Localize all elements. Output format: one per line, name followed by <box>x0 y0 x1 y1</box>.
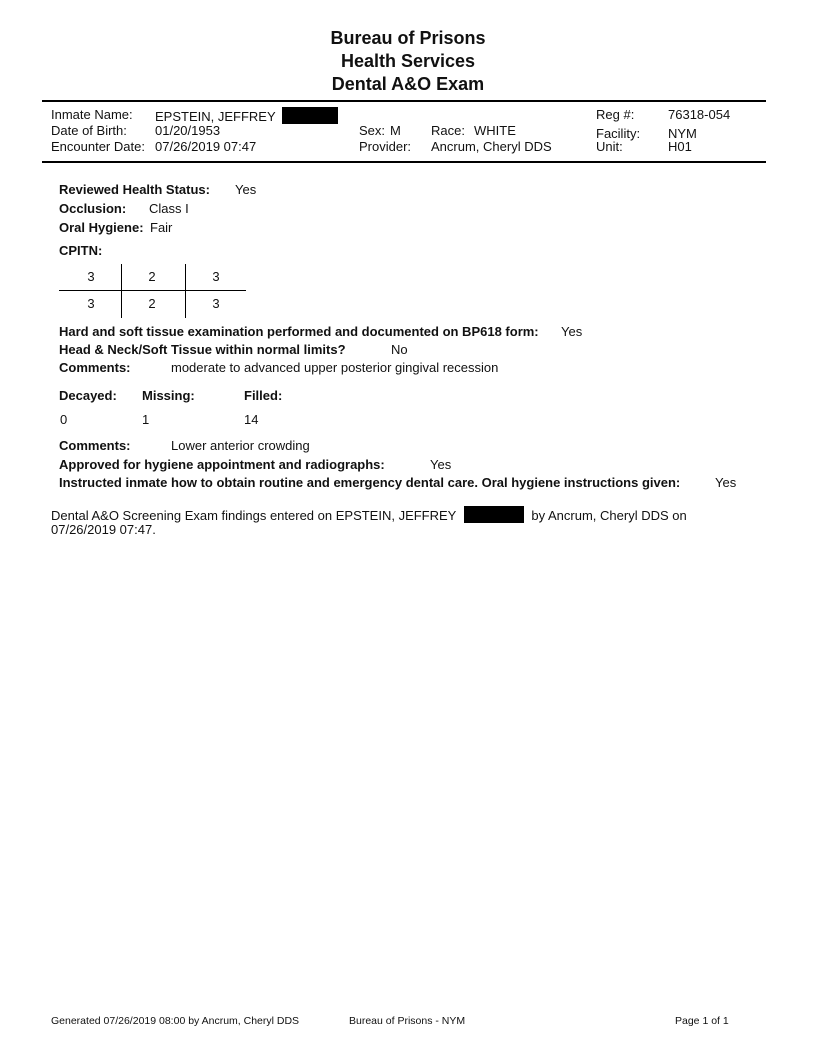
redaction-box <box>464 506 524 523</box>
comments-value: moderate to advanced upper posterior gingival recession <box>171 360 499 375</box>
provider-value: Ancrum, Cheryl DDS <box>431 139 552 154</box>
encounter-label: Encounter Date: <box>51 139 145 154</box>
footer-page-number: Page 1 of 1 <box>675 1015 729 1027</box>
dob-label: Date of Birth: <box>51 123 127 138</box>
comments-value: Lower anterior crowding <box>171 438 310 453</box>
instructed-value: Yes <box>715 475 737 490</box>
summary-text: Dental A&O Screening Exam findings entered on EPSTEIN, JEFFREY <box>51 508 457 523</box>
header-form-title: Dental A&O Exam <box>331 74 485 94</box>
sex-label: Sex: <box>359 123 386 138</box>
summary-date: 07/26/2019 07:47. <box>51 522 156 537</box>
head-neck-label: Head & Neck/Soft Tissue within normal limits? <box>59 342 346 357</box>
facility-label: Facility: <box>596 126 641 141</box>
occlusion-value: Class I <box>149 201 189 216</box>
cpitn-lower-left: 3 <box>212 296 220 311</box>
oral-hygiene-value: Fair <box>150 220 173 235</box>
reviewed-value: Yes <box>235 182 257 197</box>
redaction-box <box>282 107 338 124</box>
filled-label: Filled: <box>244 388 283 403</box>
summary-line <box>51 506 687 523</box>
dob-value: 01/20/1953 <box>155 123 221 138</box>
header-top-rule <box>42 100 766 102</box>
cpitn-upper-left: 3 <box>212 269 220 284</box>
approved-label: Approved for hygiene appointment and radiographs: <box>59 457 385 472</box>
encounter-value: 07/26/2019 07:47 <box>155 139 257 154</box>
header-bottom-rule <box>42 161 766 163</box>
race-value: WHITE <box>474 123 516 138</box>
reviewed-label: Reviewed Health Status: <box>59 182 210 197</box>
inmate-name-value <box>155 107 338 124</box>
inmate-name: EPSTEIN, JEFFREY <box>155 109 276 124</box>
cpitn-divider-left <box>121 264 122 318</box>
inmate-name-label: Inmate Name: <box>51 107 133 122</box>
footer-generated: Generated 07/26/2019 08:00 by Ancrum, Cheryl DDS <box>51 1015 300 1027</box>
filled-value: 14 <box>244 412 259 427</box>
reg-label: Reg #: <box>596 107 635 122</box>
header-title: Bureau of Prisons <box>330 28 486 48</box>
cpitn-divider-horizontal <box>59 290 246 291</box>
oral-hygiene-label: Oral Hygiene: <box>59 220 144 235</box>
tissue-exam-label: Hard and soft tissue examination performed and documented on BP618 form: <box>59 324 539 339</box>
header-subtitle: Health Services <box>340 51 476 71</box>
cpitn-upper-anterior: 2 <box>148 269 156 284</box>
reg-value: 76318-054 <box>668 107 731 122</box>
cpitn-upper-right: 3 <box>87 269 95 284</box>
comments-label: Comments: <box>59 360 131 375</box>
head-neck-value: No <box>391 342 408 357</box>
instructed-label: Instructed inmate how to obtain routine and emergency dental care. Oral hygiene instructions given: <box>59 475 681 490</box>
facility-value: NYM <box>668 126 697 141</box>
unit-value: H01 <box>668 139 692 154</box>
tissue-exam-value: Yes <box>561 324 583 339</box>
missing-label: Missing: <box>142 388 195 403</box>
comments-label: Comments: <box>59 438 131 453</box>
provider-label: Provider: <box>359 139 412 154</box>
cpitn-lower-right: 3 <box>87 296 95 311</box>
race-label: Race: <box>431 123 465 138</box>
cpitn-label: CPITN: <box>59 243 103 258</box>
missing-value: 1 <box>142 412 150 427</box>
approved-value: Yes <box>430 457 452 472</box>
cpitn-lower-anterior: 2 <box>148 296 156 311</box>
unit-label: Unit: <box>596 139 623 154</box>
footer-facility: Bureau of Prisons - NYM <box>349 1015 466 1027</box>
occlusion-label: Occlusion: <box>59 201 127 216</box>
decayed-label: Decayed: <box>59 388 117 403</box>
sex-value: M <box>390 123 401 138</box>
summary-text: by Ancrum, Cheryl DDS on <box>531 508 687 523</box>
decayed-value: 0 <box>60 412 68 427</box>
cpitn-divider-right <box>185 264 186 318</box>
